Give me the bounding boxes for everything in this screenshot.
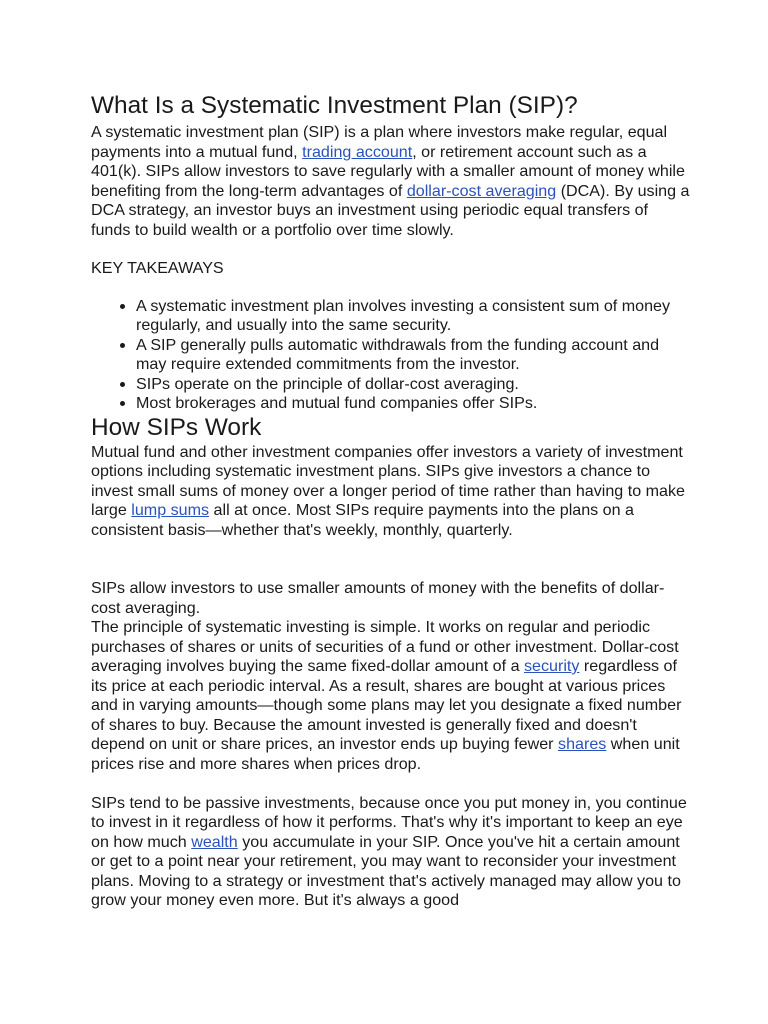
p4-text-3: when unit prices rise and more shares when prices drop. [91, 735, 680, 773]
p5-text-1: SIPs tend to be passive investments, because once you put money in, you continue to invest in it regardless of how it performs. That's why it's important to keep an eye on how much [91, 793, 687, 851]
list-item: • Most brokerages and mutual fund companies offer SIPs. [136, 394, 691, 414]
p2-text-2: all at once. Most SIPs require payments into the plans on a consistent basis—whether that's weekly, monthly, quarterly. [91, 501, 635, 539]
intro-text-1: A systematic investment plan (SIP) is a plan where investors make regular, equal payments into a mutual fund, [91, 123, 668, 161]
section-title-how-sips-work: How SIPs Work [91, 413, 262, 441]
intro-text-2: , or retirement account such as a 401(k). SIPs allow investors to save regularly with a smaller amount of money while benefiting from the long-term advantages of [91, 142, 685, 200]
page-title: What Is a Systematic Investment Plan (SIP)? [91, 92, 578, 119]
intro-paragraph [91, 123, 691, 240]
p2-text-1: Mutual fund and other investment companies offer investors a variety of investment options including systematic investment plans. SIPs give investors a chance to invest small sums of money over a longer period of time rather than having to make large [91, 442, 685, 519]
p4-text-1: The principle of systematic investing is simple. It works on regular and periodic purchases of shares or units of securities of a fund or other investment. Dollar-cost averaging involves buying the same fixed-dollar amount of a [91, 618, 679, 675]
list-item: • A SIP generally pulls automatic withdrawals from the funding account and may require extended commitments from the investor. [136, 336, 691, 375]
dca-benefits-paragraph: SIPs allow investors to use smaller amounts of money with the benefits of dollar-cost averaging. [91, 579, 665, 617]
security-link[interactable]: security [524, 657, 580, 675]
wealth-link[interactable]: wealth [191, 832, 238, 851]
article-body [91, 91, 691, 911]
p4-text-2: regardless of its price at each periodic interval. As a result, shares are bought at various prices and in varying amounts—though some plans may let you designate a fixed number of shares to buy. Because the amount invested is generally fixed and doesn't depend on unit or share prices, an investor ends up buying fewer [91, 657, 682, 753]
trading-account-link[interactable]: trading account [302, 142, 413, 161]
how-sips-work-paragraph [91, 443, 691, 541]
lump-sums-link[interactable]: lump sums [131, 501, 210, 519]
intro-text-3: (DCA). By using a DCA strategy, an investor buys an investment using periodic equal transfers of funds to build wealth or a portfolio over time slowly. [91, 181, 690, 239]
key-takeaways-list [91, 297, 691, 414]
p5-text-2: you accumulate in your SIP. Once you've hit a certain amount or get to a point near your retirement, you may want to reconsider your investment plans. Moving to a strategy or investment that's actively managed may allow you to grow your money even more. But it's always a good [91, 832, 681, 909]
list-item: • SIPs operate on the principle of dollar-cost averaging. [136, 375, 691, 395]
key-takeaways-heading: KEY TAKEAWAYS [91, 259, 224, 277]
dollar-cost-averaging-link[interactable]: dollar-cost averaging [406, 181, 557, 200]
passive-investments-paragraph [91, 794, 691, 911]
list-item: • A systematic investment plan involves investing a consistent sum of money regularly, and usually into the same security. [136, 297, 691, 336]
shares-link[interactable]: shares [558, 735, 607, 753]
systematic-investing-paragraph [91, 618, 691, 774]
